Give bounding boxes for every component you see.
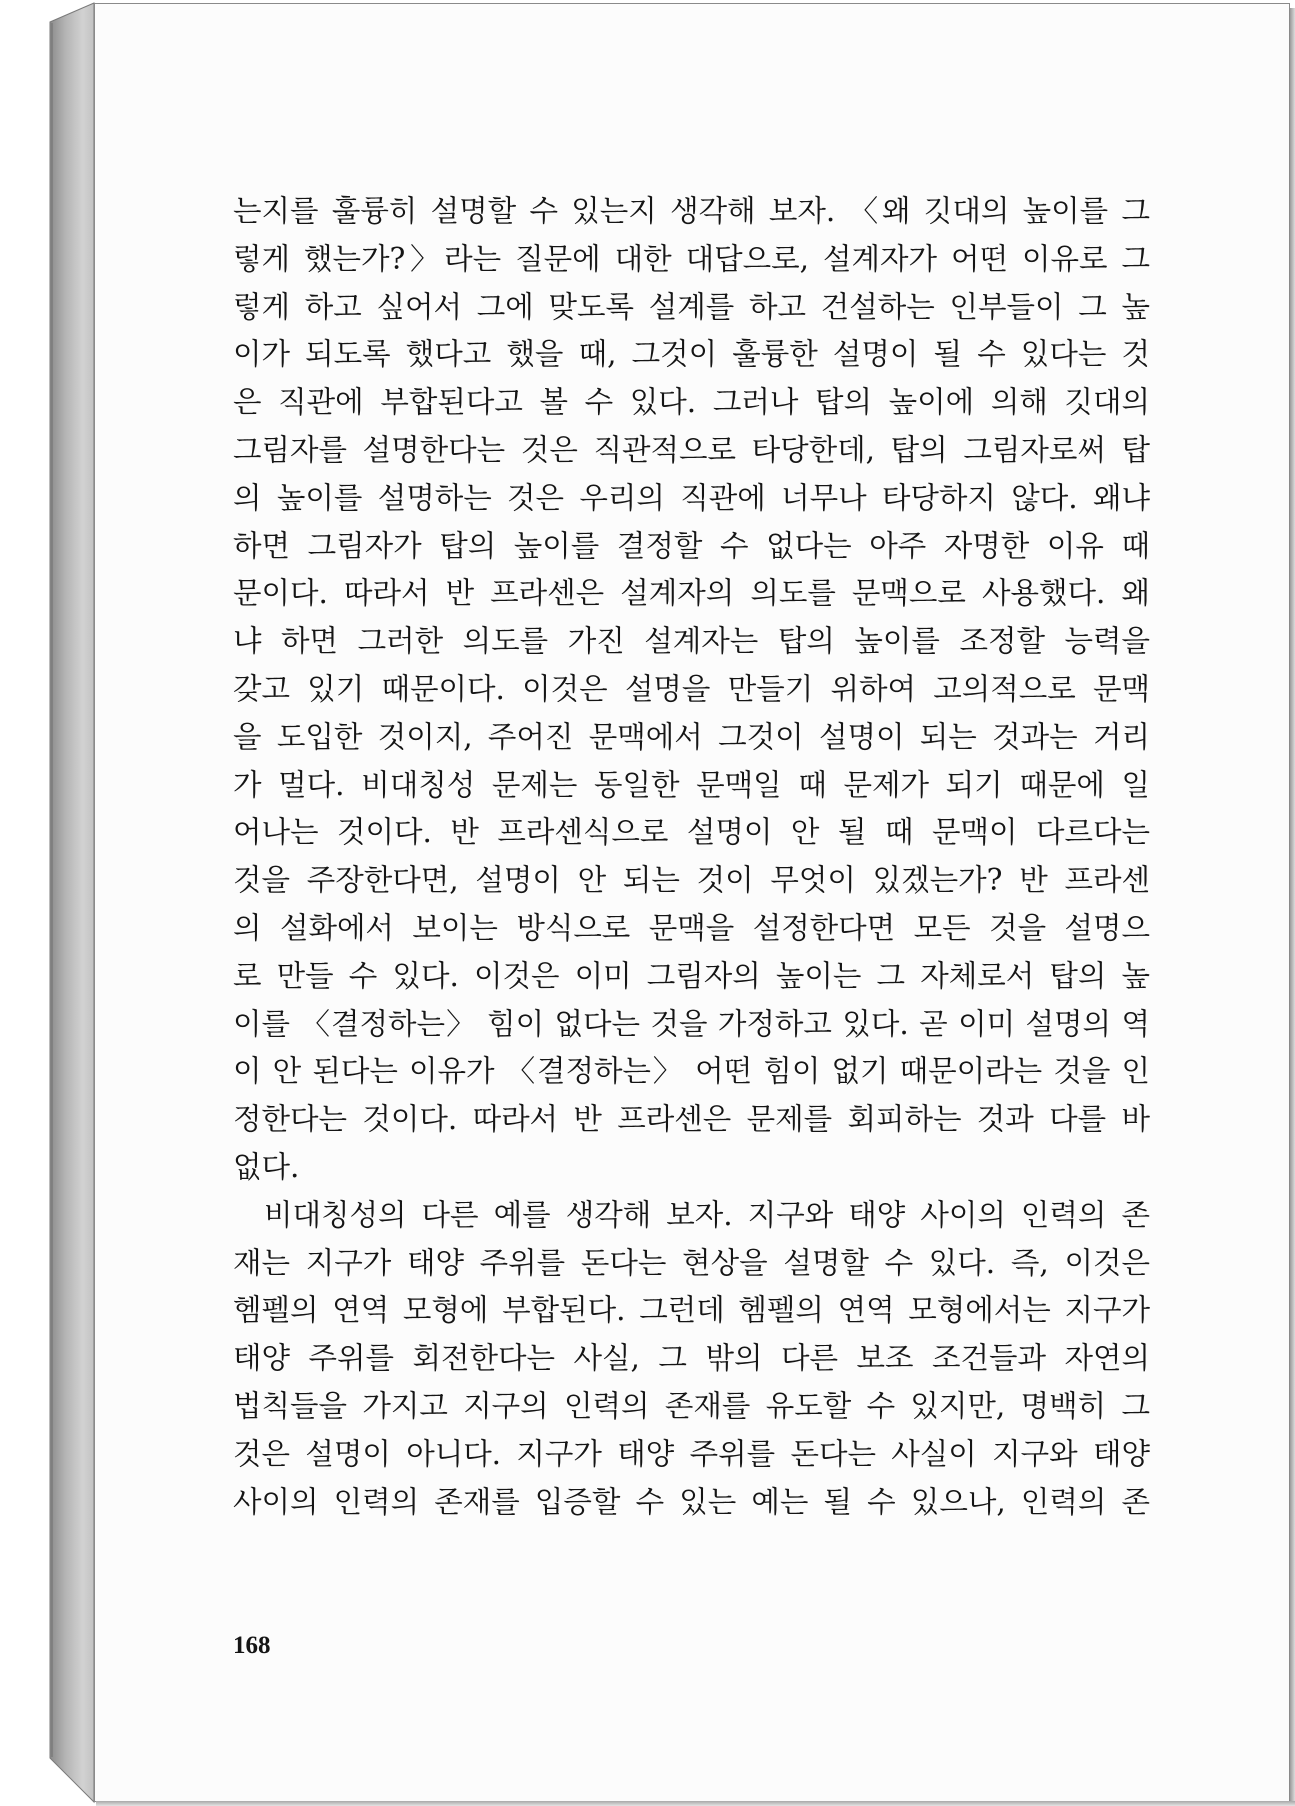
- text-line: 비대칭성의 다른 예를 생각해 보자. 지구와 태양 사이의 인력의 존: [264, 1197, 1150, 1232]
- text-line: 문이다. 따라서 반 프라센은 설계자의 의도를 문맥으로 사용했다. 왜: [233, 576, 1150, 611]
- page-right-shadow: [1290, 8, 1295, 1802]
- text-line: 없다.: [233, 1149, 300, 1184]
- text-line: 냐 하면 그러한 의도를 가진 설계자는 탑의 높이를 조정할 능력을: [233, 624, 1150, 659]
- text-line: 태양 주위를 회전한다는 사실, 그 밖의 다른 보조 조건들과 자연의: [233, 1341, 1150, 1376]
- text-line: 의 높이를 설명하는 것은 우리의 직관에 너무나 타당하지 않다. 왜냐: [233, 480, 1150, 515]
- text-line: 이를 〈결정하는〉 힘이 없다는 것을 가정하고 있다. 곧 이미 설명의 역: [233, 1006, 1150, 1041]
- text-line: 법칙들을 가지고 지구의 인력의 존재를 유도할 수 있지만, 명백히 그: [233, 1388, 1150, 1423]
- text-line: 가 멀다. 비대칭성 문제는 동일한 문맥일 때 문제가 되기 때문에 일: [233, 767, 1150, 802]
- text-line: 갖고 있기 때문이다. 이것은 설명을 만들기 위하여 고의적으로 문맥: [233, 671, 1150, 706]
- text-line: 사이의 인력의 존재를 입증할 수 있는 예는 될 수 있으나, 인력의 존: [233, 1484, 1150, 1519]
- text-line: 어나는 것이다. 반 프라센식으로 설명이 안 될 때 문맥이 다르다는: [233, 815, 1150, 850]
- text-line: 의 설화에서 보이는 방식으로 문맥을 설정한다면 모든 것을 설명으: [233, 910, 1150, 945]
- page-bottom-shadow: [96, 1801, 1295, 1806]
- text-line: 재는 지구가 태양 주위를 돈다는 현상을 설명할 수 있다. 즉, 이것은: [233, 1245, 1150, 1280]
- text-line: 이 안 된다는 이유가 〈결정하는〉 어떤 힘이 없기 때문이라는 것을 인: [233, 1054, 1150, 1089]
- text-line: 을 도입한 것이지, 주어진 문맥에서 그것이 설명이 되는 것과는 거리: [233, 719, 1150, 754]
- text-line: 그림자를 설명한다는 것은 직관적으로 타당한데, 탑의 그림자로써 탑: [233, 432, 1150, 467]
- text-line: 정한다는 것이다. 따라서 반 프라센은 문제를 회피하는 것과 다를 바: [233, 1102, 1150, 1137]
- text-line: 헴펠의 연역 모형에 부합된다. 그런데 헴펠의 연역 모형에서는 지구가: [233, 1293, 1150, 1328]
- text-line: 하면 그림자가 탑의 높이를 결정할 수 없다는 아주 자명한 이유 때: [233, 528, 1150, 563]
- body-text: [233, 188, 1150, 1526]
- text-line: 이가 되도록 했다고 했을 때, 그것이 훌륭한 설명이 될 수 있다는 것: [233, 337, 1150, 372]
- text-line: 로 만들 수 있다. 이것은 이미 그림자의 높이는 그 자체로서 탑의 높: [233, 958, 1150, 993]
- text-line: 것을 주장한다면, 설명이 안 되는 것이 무엇이 있겠는가? 반 프라센: [233, 863, 1150, 898]
- text-line: 것은 설명이 아니다. 지구가 태양 주위를 돈다는 사실이 지구와 태양: [233, 1436, 1150, 1471]
- text-line: 렇게 하고 싶어서 그에 맞도록 설계를 하고 건설하는 인부들이 그 높: [233, 289, 1150, 324]
- text-line: 는지를 훌륭히 설명할 수 있는지 생각해 보자. 〈왜 깃대의 높이를 그: [233, 194, 1150, 228]
- text-line: 렇게 했는가?〉라는 질문에 대한 대답으로, 설계자가 어떤 이유로 그: [233, 241, 1150, 276]
- page-number: 168: [233, 1632, 271, 1659]
- text-line: 은 직관에 부합된다고 볼 수 있다. 그러나 탑의 높이에 의해 깃대의: [233, 385, 1150, 420]
